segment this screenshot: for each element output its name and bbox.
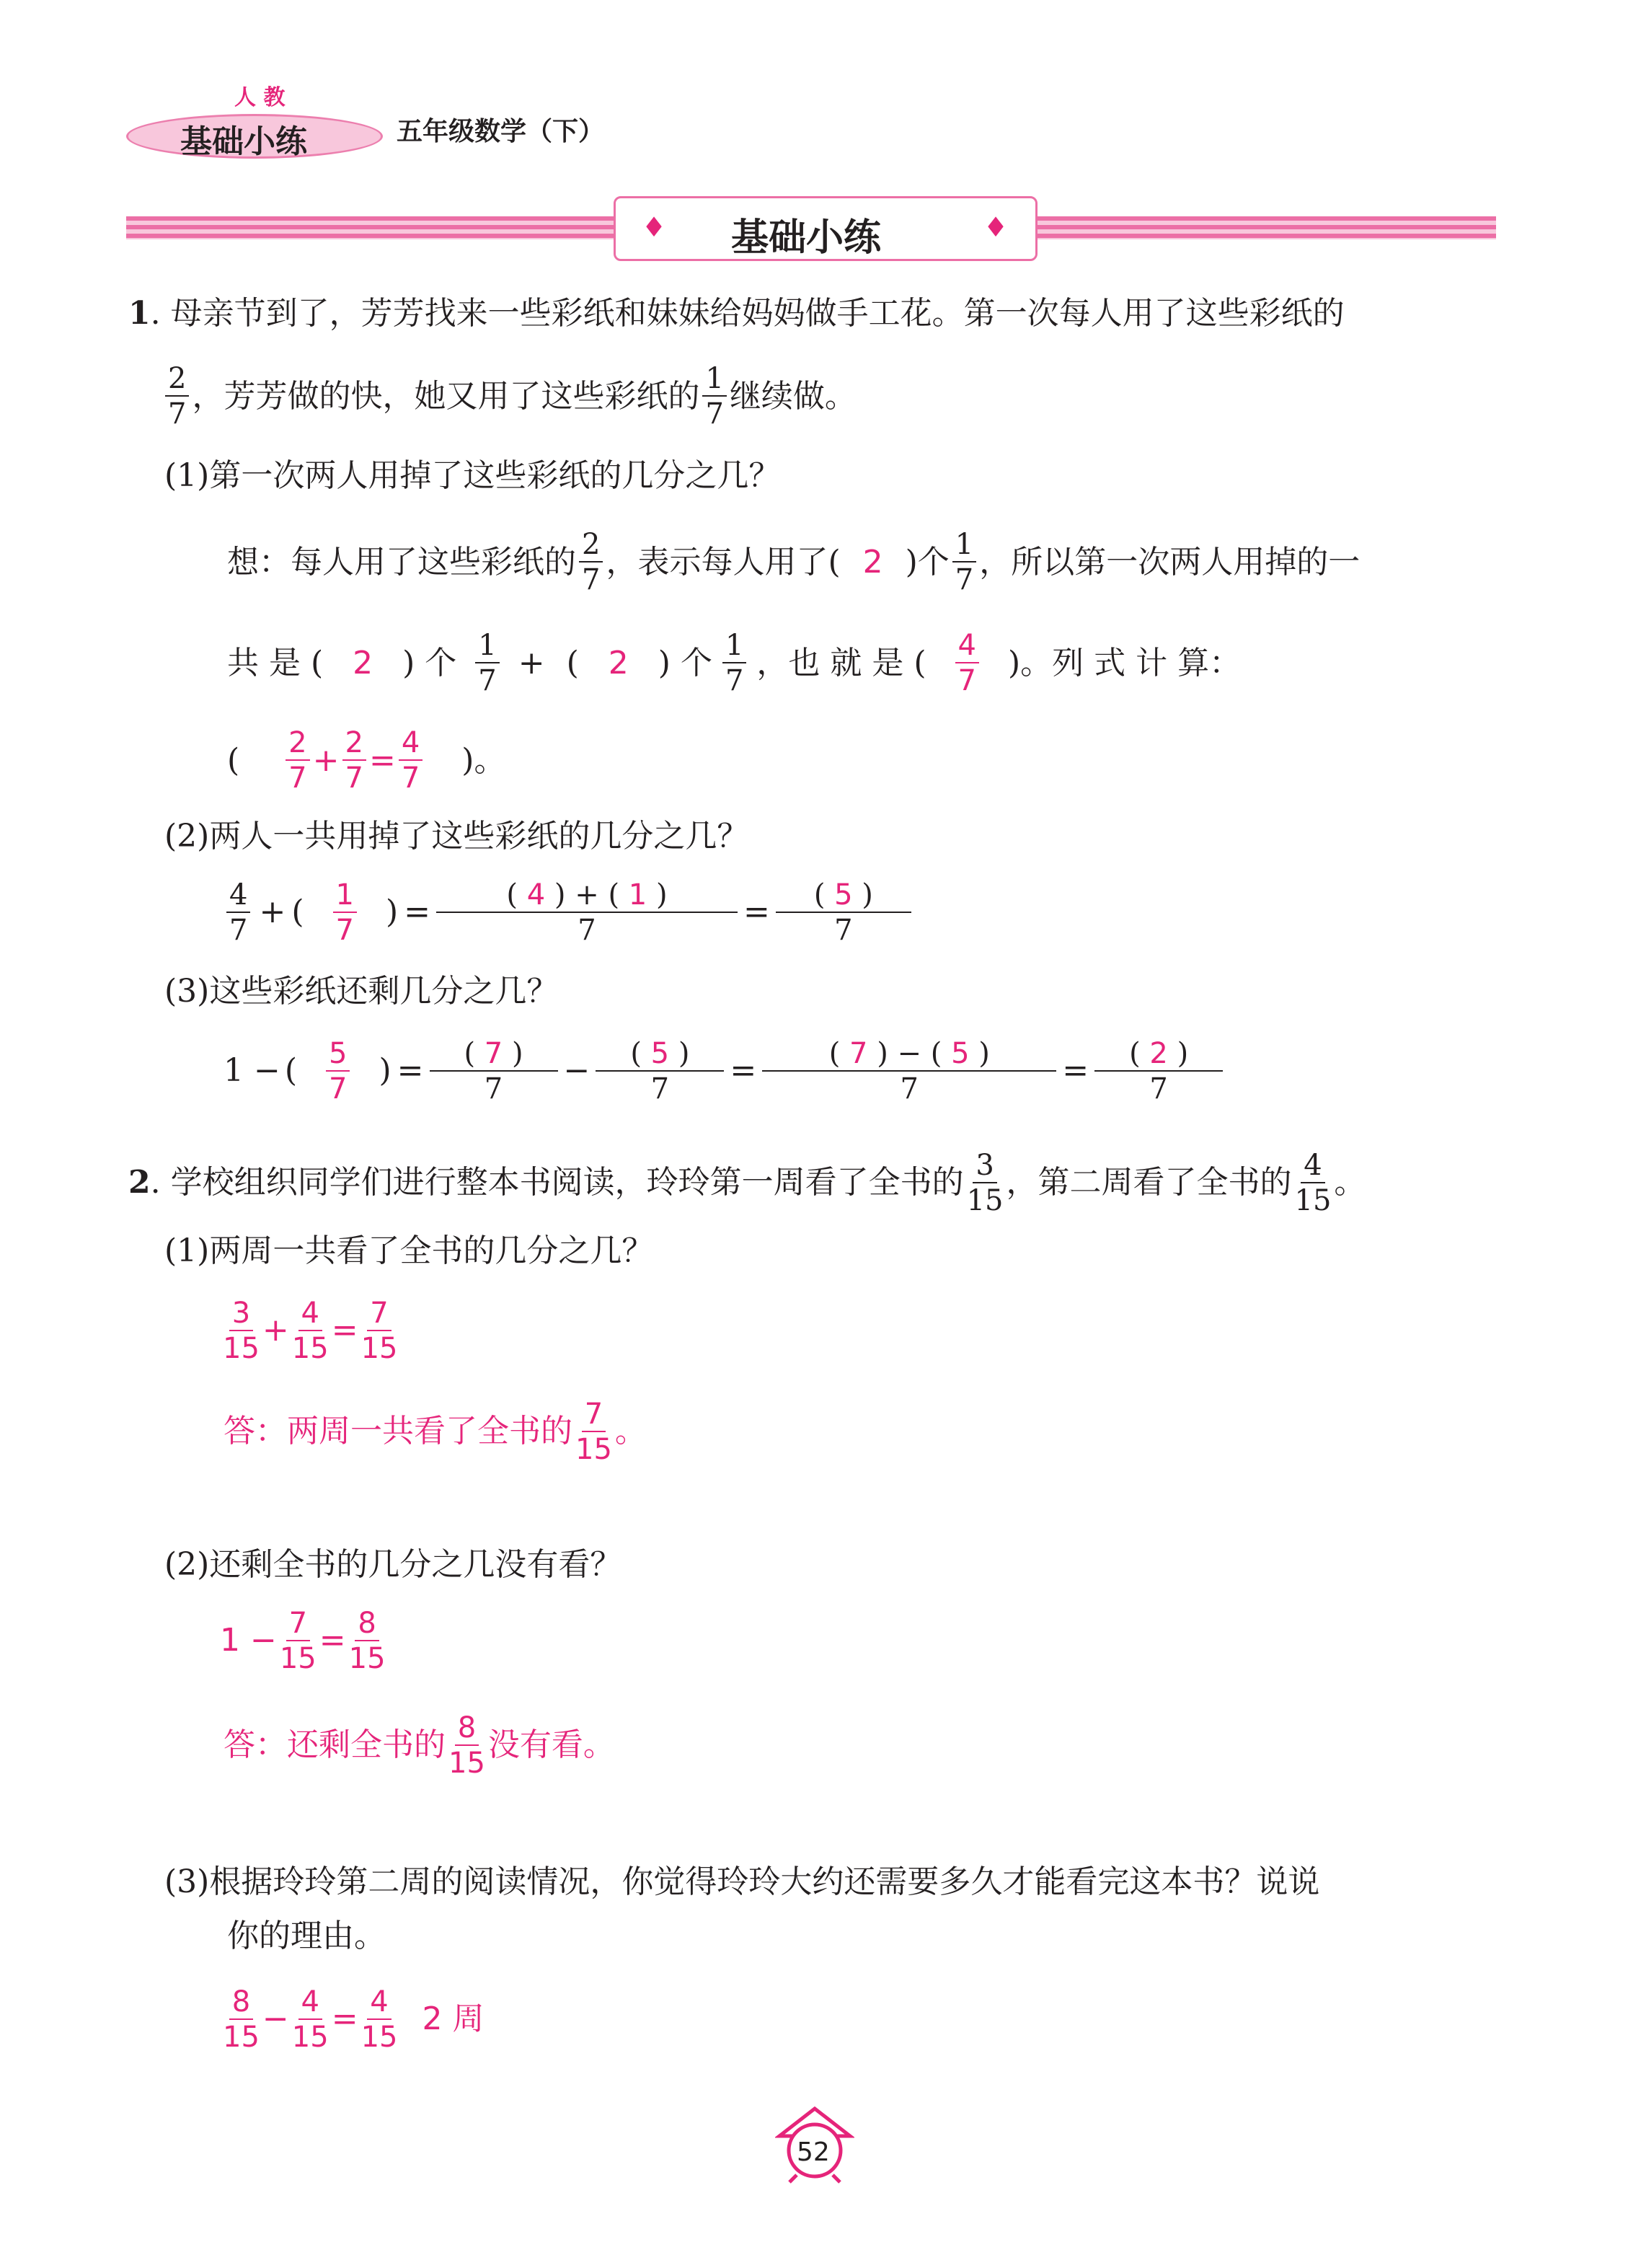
q2-text-a: . 学校组织同学们进行整本书阅读，玲玲第一周看了全书的: [150, 1164, 964, 1201]
paren: (: [566, 644, 579, 681]
fraction: $\frac{4}{15}$: [1294, 1148, 1332, 1217]
answer-fraction: $\frac{8}{15}$: [448, 1711, 485, 1780]
minus-sign: −: [262, 2000, 289, 2037]
answer-fraction: $\frac{4}{7}$: [955, 631, 979, 695]
publisher-label: 人 教: [234, 85, 286, 110]
answer-fraction: $\frac{8}{15}$: [223, 1985, 260, 2054]
banner-box: [614, 196, 1038, 261]
q1-line1: [128, 292, 1345, 335]
answer-blank: 2: [862, 543, 883, 581]
think-text: ，所以第一次两人用掉的一: [979, 543, 1361, 581]
think-text: 共 是 (: [227, 644, 324, 681]
q2-p1-answer: [224, 1392, 647, 1471]
equals-sign: =: [331, 2000, 358, 2037]
plus-sign: +: [259, 893, 286, 930]
think-text: ，表示每人用了(: [606, 543, 841, 581]
q1-line2: [162, 362, 857, 431]
fraction: [439, 878, 735, 947]
answer-fraction: $\frac{5}{7}$: [326, 1039, 350, 1103]
answer-text: 。: [614, 1413, 647, 1450]
equals-sign: =: [331, 1312, 358, 1349]
q1-p1-line2: [227, 631, 1241, 695]
denominator: 7: [834, 913, 853, 947]
q1-text-c: 继续做。: [729, 377, 857, 415]
fraction: [765, 1036, 1053, 1106]
plus-sign: +: [518, 644, 545, 681]
q1-p2-label: (2)两人一共用掉了这些彩纸的几分之几？: [164, 818, 749, 855]
fraction: [779, 878, 908, 947]
numerator: ( 7 ): [430, 1039, 558, 1072]
fraction: [433, 1036, 555, 1106]
banner-stripe-right: [1033, 216, 1496, 239]
fraction: $\frac{2}{7}$: [579, 530, 603, 594]
think-text: )个: [905, 543, 950, 581]
section-title: 基础小练: [731, 216, 882, 260]
q1-p3-label: (3)这些彩纸还剩几分之几？: [164, 973, 559, 1010]
q2-number: 2: [128, 1164, 151, 1201]
paren: (: [284, 1052, 298, 1089]
equals-sign: =: [368, 741, 396, 779]
q1-text-b: ，芳芳做的快，她又用了这些彩纸的: [192, 377, 700, 415]
q1-number: 1: [128, 295, 151, 332]
q2-p3-calc: [220, 1980, 484, 2059]
equals-sign: =: [743, 893, 770, 930]
fraction: [598, 1036, 721, 1106]
fraction: $\frac{3}{15}$: [966, 1148, 1004, 1217]
fraction: [1097, 1036, 1220, 1106]
answer-fraction: $\frac{7}{15}$: [279, 1606, 317, 1675]
q2-p2-label: (2)还剩全书的几分之几没有看？: [164, 1546, 622, 1583]
fraction: $\frac{1}{7}$: [702, 364, 726, 428]
answer-fraction: $\frac{8}{15}$: [348, 1606, 386, 1675]
answer-fraction: $\frac{7}{15}$: [575, 1397, 612, 1466]
minus-sign: −: [563, 1052, 590, 1089]
header-logo: [126, 85, 386, 160]
diamond-icon: ♦: [983, 211, 1009, 243]
denominator: 7: [1149, 1072, 1168, 1106]
answer-fraction: $\frac{4}{15}$: [291, 1985, 329, 2054]
paren: (: [227, 741, 240, 779]
answer-fraction: $\frac{2}{7}$: [286, 728, 309, 793]
q1-p2-calc: [224, 873, 911, 952]
think-text: ，也 就 是 (: [756, 644, 926, 681]
fraction: $\frac{4}{7}$: [226, 881, 250, 945]
numerator: ( 5 ): [776, 881, 911, 913]
equals-sign: =: [404, 893, 430, 930]
answer-blank: 2: [608, 644, 629, 681]
one-minus: 1 −: [224, 1052, 280, 1089]
section-banner: [126, 195, 1496, 260]
page-number-badge: [775, 2106, 854, 2185]
denominator: 7: [900, 1072, 919, 1106]
numerator: ( 4 ) + ( 1 ): [436, 881, 738, 913]
paren: (: [291, 893, 304, 930]
answer-fraction: $\frac{4}{15}$: [291, 1296, 329, 1365]
think-text: ) 个: [402, 644, 457, 681]
answer-blank: 2: [353, 644, 373, 681]
answer-fraction: $\frac{3}{15}$: [223, 1296, 260, 1365]
equals-sign: =: [397, 1052, 424, 1089]
denominator: 7: [650, 1072, 670, 1106]
q2-p1-label: (1)两周一共看了全书的几分之几？: [164, 1232, 654, 1269]
numerator: ( 5 ): [596, 1039, 724, 1072]
q2-line1: [128, 1147, 1366, 1219]
q1-text-a: . 母亲节到了，芳芳找来一些彩纸和妹妹给妈妈做手工花。第一次每人用了这些彩纸的: [150, 295, 1345, 332]
q2-p2-calc: [220, 1601, 389, 1680]
equals-sign: =: [730, 1052, 757, 1089]
answer-fraction: $\frac{7}{15}$: [360, 1296, 398, 1365]
answer-fraction: $\frac{1}{7}$: [333, 881, 357, 945]
plus-sign: +: [312, 741, 340, 779]
q2-text-c: 。: [1334, 1164, 1366, 1201]
page-number: 52: [797, 2137, 830, 2167]
think-text: ) 个: [658, 644, 712, 681]
q2-p3-label-a: (3)根据玲玲第二周的阅读情况，你觉得玲玲大约还需要多久才能看完这本书？说说: [164, 1863, 1320, 1900]
think-text: 想：每人用了这些彩纸的: [227, 543, 576, 581]
answer-text: 答：还剩全书的: [224, 1726, 446, 1763]
fraction: $\frac{1}{7}$: [952, 530, 976, 594]
q2-p1-calc: [220, 1291, 400, 1370]
grade-label: 五年级数学（下）: [397, 117, 605, 146]
denominator: 7: [578, 913, 596, 947]
paren: ): [379, 1052, 391, 1089]
one-minus: 1 −: [220, 1622, 277, 1659]
q2-p2-answer: [224, 1706, 615, 1785]
numerator: ( 7 ) − ( 5 ): [762, 1039, 1056, 1072]
fraction: $\frac{2}{7}$: [165, 364, 189, 428]
denominator: 7: [484, 1072, 503, 1106]
answer-fraction: $\frac{4}{7}$: [399, 728, 423, 793]
equals-sign: =: [1062, 1052, 1089, 1089]
answer-text: 没有看。: [487, 1726, 615, 1763]
paren: ): [385, 893, 399, 930]
q1-p1-label: (1)第一次两人用掉了这些彩纸的几分之几？: [164, 457, 781, 494]
fraction: $\frac{1}{7}$: [722, 631, 746, 695]
q2-text-b: ，第二周看了全书的: [1006, 1164, 1292, 1201]
q2-p3-label-b: 你的理由。: [227, 1918, 386, 1954]
plus-sign: +: [262, 1312, 289, 1349]
q1-p1-calc: [227, 728, 505, 793]
equals-sign: =: [319, 1622, 346, 1659]
paren: )。: [461, 741, 506, 779]
diamond-icon: ♦: [642, 211, 667, 243]
q1-p1-think: [227, 530, 1360, 594]
numerator: ( 2 ): [1094, 1039, 1223, 1072]
think-text: )。列 式 计 算：: [1007, 644, 1242, 681]
q1-p3-calc: [224, 1031, 1223, 1111]
answer-fraction: $\frac{4}{15}$: [360, 1985, 398, 2054]
answer-text: 答：两周一共看了全书的: [224, 1413, 572, 1450]
answer-fraction: $\frac{2}{7}$: [342, 728, 366, 793]
fraction: $\frac{1}{7}$: [475, 631, 499, 695]
series-logo-text: 基础小练: [180, 123, 307, 160]
banner-stripe-left: [126, 216, 616, 239]
result-text: 2 周: [422, 2000, 485, 2037]
